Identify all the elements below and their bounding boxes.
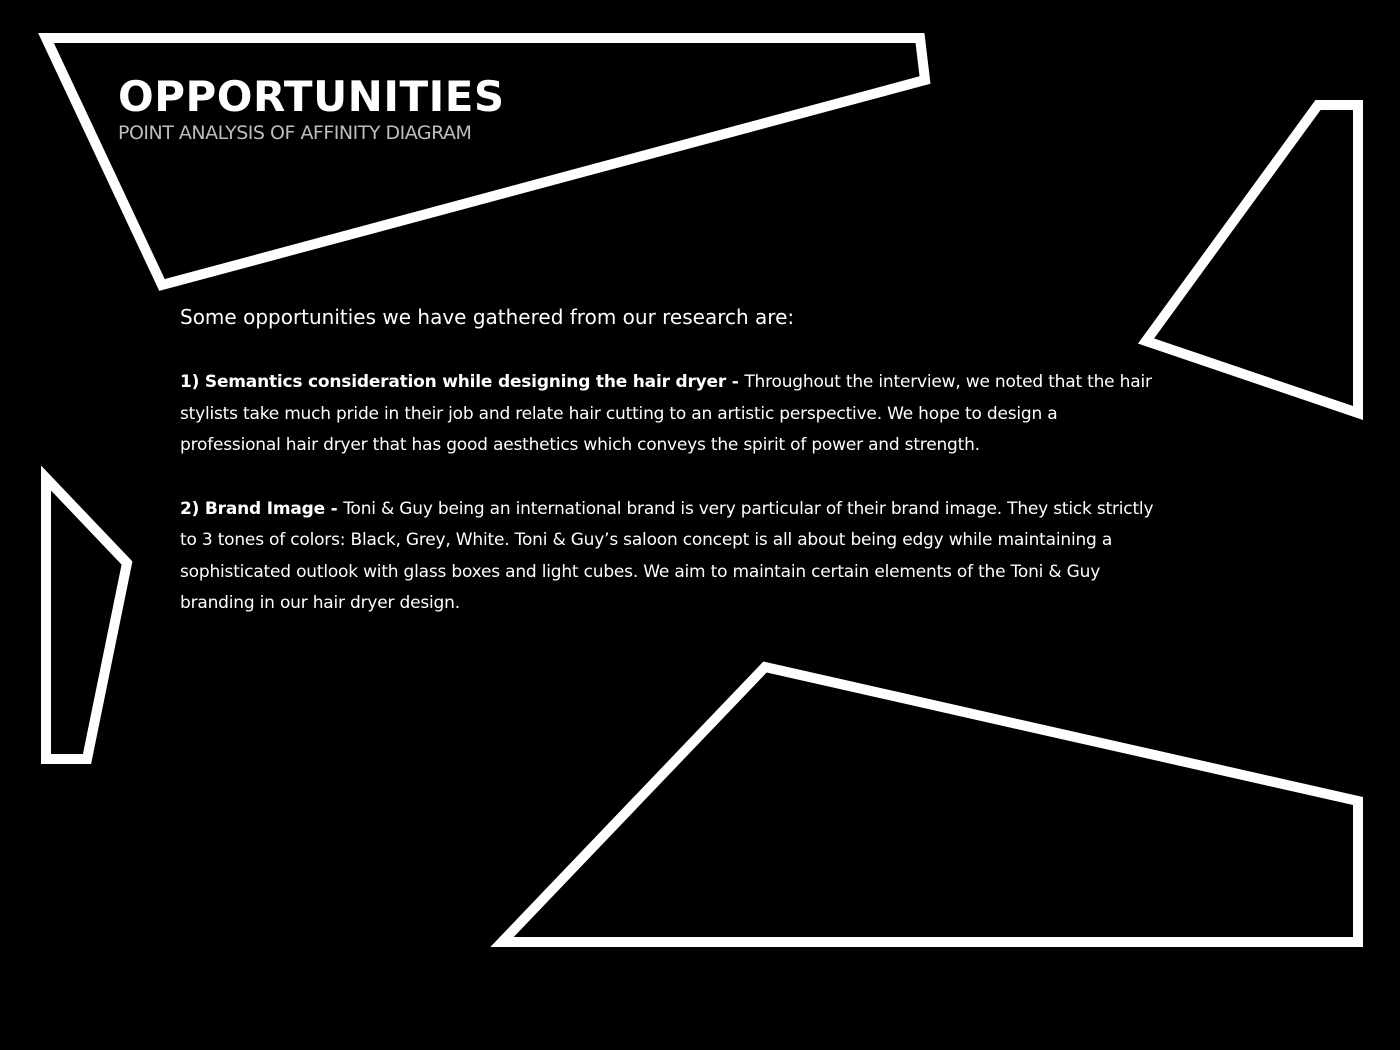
opportunity-point <box>180 494 1160 620</box>
bottom-wedge-shape <box>502 667 1358 942</box>
point-heading: 2) Brand Image - <box>180 498 344 519</box>
intro-text: Some opportunities we have gathered from our research are: <box>180 305 795 329</box>
point-heading: 1) Semantics consideration while designing the hair dryer - <box>180 372 745 392</box>
point-body: Toni & Guy being an international brand is very particular of their brand image. They stick strictly to 3 tones of colors: Black, Grey, White. Toni & Guy’s saloon concept is all about being edgy while maintaining a sophisticated outlook with glass boxes and light cubes. We aim to maintain certain elements of the Toni & Guy branding in our hair dryer design. <box>180 498 1154 613</box>
left-sliver-shape <box>46 478 127 759</box>
point-body: Throughout the interview, we noted that the hair stylists take much pride in their job and relate hair cutting to an artistic perspective. We hope to design a professional hair dryer that has good aesthetics which conveys the spirit of power and strength. <box>180 372 1152 455</box>
main-content <box>180 301 1160 652</box>
page-subtitle: POINT ANALYSIS OF AFFINITY DIAGRAM <box>118 122 472 144</box>
opportunity-point <box>180 367 1160 462</box>
right-triangle-shape <box>1146 105 1358 413</box>
page-title: OPPORTUNITIES <box>118 72 505 121</box>
